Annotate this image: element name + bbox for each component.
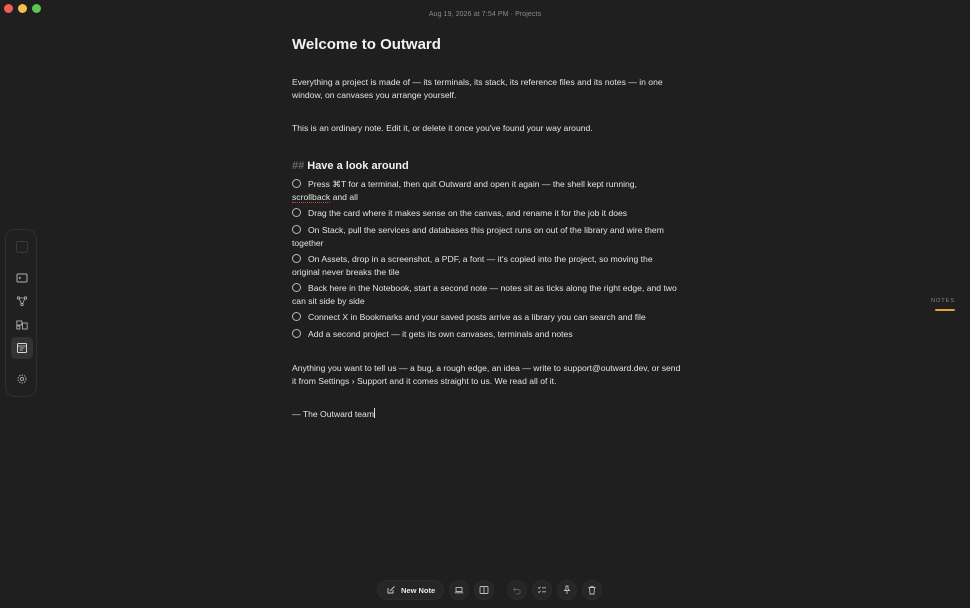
task-item[interactable] <box>292 178 677 203</box>
undo-icon <box>512 585 522 595</box>
task-item[interactable] <box>292 207 677 220</box>
sidebar-item-settings[interactable] <box>11 368 33 390</box>
notes-rail[interactable] <box>931 298 955 311</box>
note-editor[interactable] <box>292 36 682 419</box>
task-text: On Assets, drop in a screenshot, a PDF, a font — it's copied into the project, so moving the original never breaks the tile <box>292 254 653 277</box>
sidebar-item-notebook[interactable] <box>11 337 33 359</box>
section-heading[interactable] <box>292 160 409 172</box>
signoff-paragraph[interactable] <box>292 408 682 421</box>
task-text: and all <box>330 191 358 202</box>
task-text: Drag the card where it makes sense on the canvas, and rename it for the job it does <box>308 208 628 218</box>
task-text: Add a second project — it gets its own canvases, terminals and notes <box>308 329 573 339</box>
focus-mode-button[interactable] <box>449 580 469 600</box>
sidebar-item-assets[interactable] <box>11 314 33 336</box>
note-tick-active[interactable] <box>935 309 955 311</box>
split-view-button[interactable] <box>474 580 494 600</box>
new-note-label: New Note <box>401 585 436 595</box>
ordinary-paragraph[interactable]: This is an ordinary note. Edit it, or delete it once you've found your way around. <box>292 123 593 133</box>
new-note-button[interactable] <box>377 580 444 600</box>
compose-icon <box>386 585 396 595</box>
project-thumbnail-icon <box>16 241 28 253</box>
trash-icon <box>587 585 597 595</box>
task-item[interactable] <box>292 282 677 307</box>
left-sidebar <box>5 229 37 397</box>
heading-marker: ## <box>292 160 305 172</box>
bottom-toolbar <box>377 580 602 600</box>
pin-icon <box>562 585 572 595</box>
note-title[interactable]: Welcome to Outward <box>292 36 441 53</box>
laptop-icon <box>454 585 464 595</box>
checklist-icon <box>537 585 547 595</box>
feedback-paragraph[interactable]: Anything you want to tell us — a bug, a rough edge, an idea — write to support@outward.dev, or send it from Settings › Support and it comes straight to us. We read all of it. <box>292 363 681 386</box>
pin-button[interactable] <box>557 580 577 600</box>
assets-icon <box>16 319 28 331</box>
task-item[interactable] <box>292 311 677 324</box>
settings-icon <box>16 373 28 385</box>
split-view-icon <box>479 585 489 595</box>
task-checkbox[interactable] <box>292 312 301 321</box>
text-cursor <box>374 408 375 418</box>
task-checkbox[interactable] <box>292 225 301 234</box>
notebook-icon <box>16 342 28 354</box>
intro-paragraph[interactable]: Everything a project is made of — its terminals, its stack, its reference files and its notes — in one window, on canvases you arrange yourself. <box>292 77 663 100</box>
checklist-button[interactable] <box>532 580 552 600</box>
task-item[interactable] <box>292 328 677 341</box>
undo-button[interactable] <box>507 580 527 600</box>
signoff-text: — The Outward team <box>292 409 374 419</box>
task-checkbox[interactable] <box>292 208 301 217</box>
task-checkbox[interactable] <box>292 179 301 188</box>
task-checkbox[interactable] <box>292 254 301 263</box>
spellcheck-word: scrollback <box>292 191 331 202</box>
task-text: Back here in the Notebook, start a second note — notes sit as ticks along the right edge, and two can sit side by side <box>292 283 677 306</box>
note-meta: Aug 19, 2026 at 7:54 PM · Projects <box>428 11 542 18</box>
delete-note-button[interactable] <box>582 580 602 600</box>
task-item[interactable] <box>292 224 677 249</box>
terminal-icon <box>16 272 28 284</box>
project-thumbnail[interactable] <box>11 236 33 258</box>
task-checkbox[interactable] <box>292 329 301 338</box>
notes-rail-label: NOTES <box>931 298 955 304</box>
sidebar-item-terminal[interactable] <box>11 267 33 289</box>
sidebar-item-stack[interactable] <box>11 290 33 312</box>
task-text: On Stack, pull the services and databases this project runs on out of the library and wire them together <box>292 225 664 248</box>
task-text: Connect X in Bookmarks and your saved posts arrive as a library you can search and file <box>308 312 646 322</box>
task-checkbox[interactable] <box>292 283 301 292</box>
section-heading-text: Have a look around <box>307 160 409 172</box>
task-item[interactable] <box>292 253 677 278</box>
stack-icon <box>16 295 28 307</box>
task-text: Press ⌘T for a terminal, then quit Outward and open it again — the shell kept running, <box>308 179 637 189</box>
